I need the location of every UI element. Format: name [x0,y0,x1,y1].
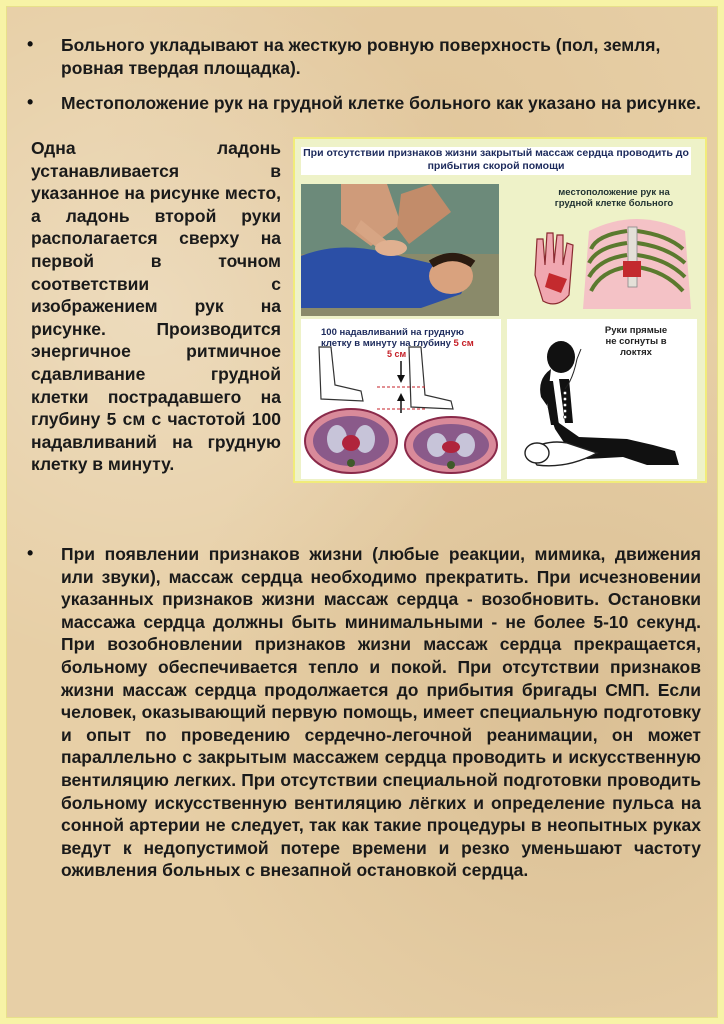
bullet-item-hand-position: Местоположение рук на грудной клетке больного как указано на рисунке. [61,93,701,113]
hands-caption: местоположение рук на грудной клетке больного [554,187,674,209]
cpr-photo [301,184,499,316]
depth-marker-label: 5 см [387,349,407,359]
compression-instructions: Одна ладонь устанавливается в указанное на рисунке место, а ладонь второй руки располагается сверху на первой в точном соответствии с изображением рук на рисунке. Производится энергичное ритмичное сдавливание грудной клетки пострадавшего на глубину 5 см с частотой 100 надавливаний на грудную клетку в минуту. [31,138,281,475]
bullet-marker: • [27,92,34,112]
bullet-item-surface: Больного укладывают на жесткую ровную поверхность (пол, земля, ровная твердая площадка). [61,35,661,78]
bullet-marker: • [27,34,34,54]
document-page [6,6,718,1018]
rescuer-position-panel [507,319,697,479]
figure-title: При отсутствии признаков жизни закрытый массаж сердца проводить до прибытия скорой помощи [301,147,691,175]
straight-arms-caption: Руки прямые не согнуты в локтях [604,325,668,358]
depth-caption-text: 100 надавливаний на грудную клетку в минуту на глубину [321,327,464,349]
bullet-item-signs-of-life: При появлении признаков жизни (любые реакции, мимика, движения или звуки), массаж сердца необходимо прекратить. При исчезновении указанных признаков жизни массаж сердца - возобновить. Остановки массажа сердца должны быть минимальными - не более 5-10 секунд. При возобновлении признаков жизни массаж сердца прекращается, больному обеспечивается тепло и покой. При отсутствии признаков жизни массаж сердца продолжается до прибытия бригады СМП. Если человек, оказывающий первую помощь, имеет специальную подготовку и опыт по проведению сердечно-легочной реанимации, он может параллельно с закрытым массажем сердца проводить и искусственную вентиляцию легких. При отсутствии специальной подготовки проводить больному искусственную вентиляцию лёгких и определение пульса на сонной артерии не следует, так как такие процедуры в неопытных руках ведут к недопустимой потере времени и резко уменьшают частоту оживления больных с внезапной остановкой сердца. [61,544,701,881]
chest-hand-diagram [527,209,697,321]
cpr-illustration [293,137,707,483]
depth-value: 5 см [453,338,474,349]
compression-depth-panel [301,319,501,479]
bullet-marker: • [27,543,34,563]
chest-compression-diagram [301,345,501,479]
